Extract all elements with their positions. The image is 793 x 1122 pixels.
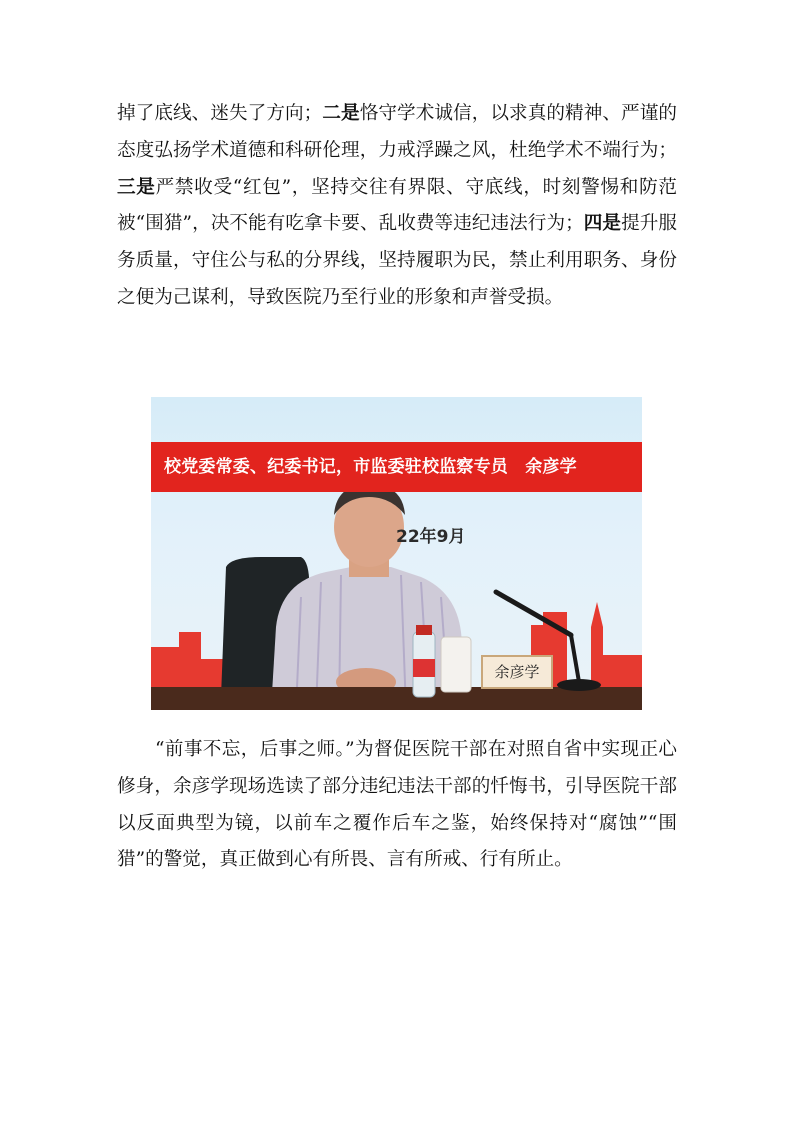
- table-graphic: [151, 687, 642, 710]
- photo-date-text: 22年9月: [396, 527, 466, 547]
- paragraph-text: 提升服务质量，守住公与私的分界线，坚持履职为民，禁止利用职务、身份之便为己谋利，导致医院乃至行业的形象和声誉受损。: [117, 213, 677, 308]
- bold-lead-2: 二是: [322, 103, 360, 124]
- bold-lead-4: 四是: [583, 213, 622, 235]
- paragraph-text: 恪守学术诚信，以求真的精神、严谨的态度弘扬学术道德和科研伦理，力戒浮躁之风，杜绝学术不端行为；: [117, 103, 677, 161]
- body-paragraph-2: “前事不忘，后事之师。”为督促医院干部在对照自省中实现正心修身，余彦学现场选读了部分违纪违法干部的忏悔书，引导医院干部以反面典型为镜，以前车之覆作后车之鉴，始终保持对“腐蚀”“围猎”的警觉，真正做到心有所畏、言有所戒、行有所止。: [117, 739, 677, 871]
- paragraph-text: 掉了底线、迷失了方向；: [117, 103, 323, 124]
- speaker-photo: [151, 397, 642, 710]
- nameplate: 余彦学: [481, 655, 553, 689]
- photo-banner: 校党委常委、纪委书记，市监委驻校监察专员 余彦学: [151, 442, 642, 492]
- paragraph-text: 严禁收受“红包”，坚持交往有界限、守底线，时刻警惕和防范被“围猎”，决不能有吃拿卡要、乱收费等违纪违法行为；: [117, 176, 677, 235]
- bold-lead-3: 三是: [117, 176, 156, 198]
- body-paragraph-1: [117, 96, 677, 317]
